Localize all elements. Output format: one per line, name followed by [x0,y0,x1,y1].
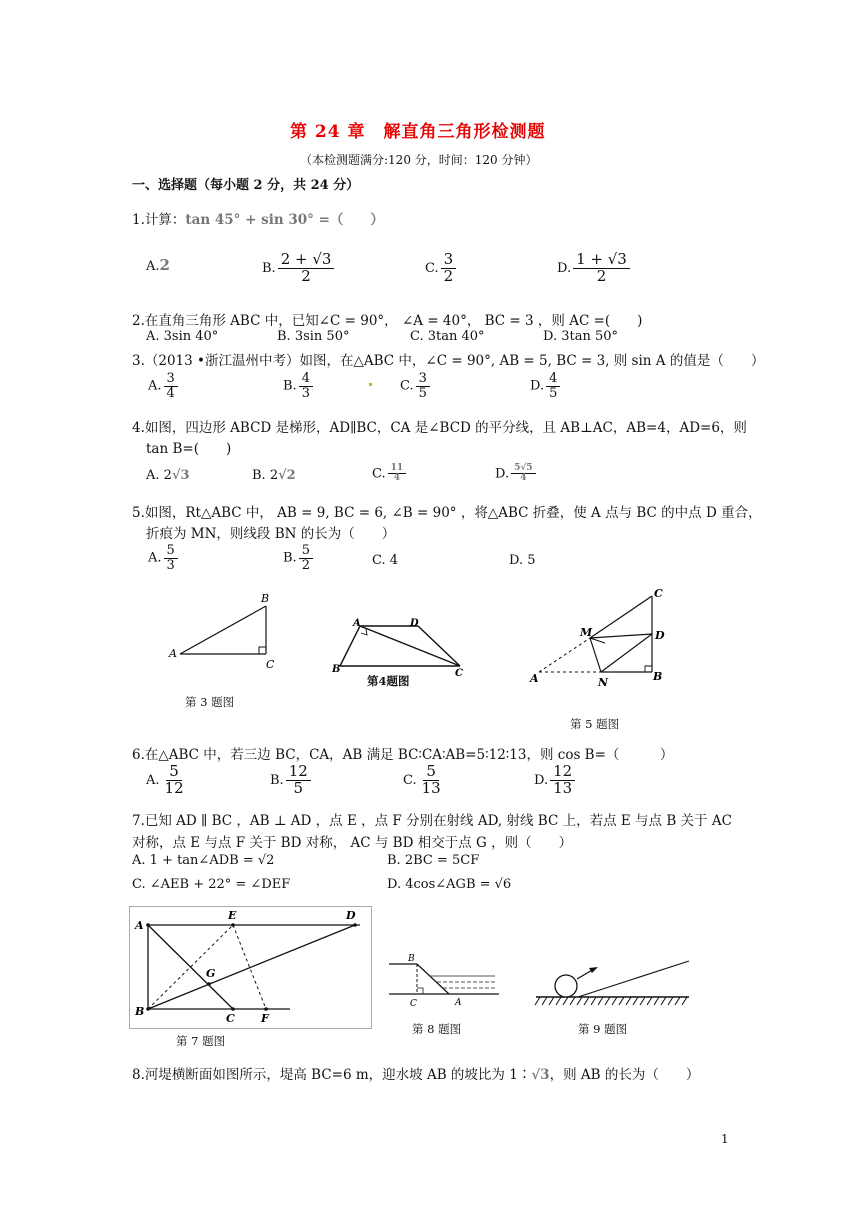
option-fraction [388,464,407,484]
figure-5-caption: 第 5 题图 [570,717,620,731]
question-7-stem-line-2: 对称，点 E 与点 F 关于 BD 对称， AC 与 BD 相交于点 G ，则（ ） [132,835,573,851]
question-7-stem-line-1: 7.已知 AD ∥ BC ，AB ⊥ AD ，点 E ，点 F 分别在射线 AD, 射线 BC 上，若点 E 与点 B 关于 AC [132,813,732,829]
fraction-numerator: 5√5 [511,464,535,474]
question-5-option-a [148,544,178,572]
fraction-denominator: 3 [301,385,310,401]
option-fraction [164,372,178,400]
fraction-numerator: 4 [299,372,313,387]
fraction-numerator: 5 [423,764,439,781]
option-label: B. [283,378,297,394]
page-subtitle: （本检测题满分:120 分，时间：120 分钟） [300,153,538,167]
option-fraction [546,372,560,400]
fraction-denominator: 2 [301,266,311,285]
option-fraction [278,252,335,285]
page-number: 1 [721,1132,729,1146]
fraction-denominator: 5 [293,778,303,797]
fig4-label-a: A [353,618,361,629]
option-fraction [511,464,535,484]
question-7-option-d: D. 4cos∠AGB = √6 [387,877,512,892]
question-4-option-c [372,464,406,484]
option-fraction [573,252,630,285]
option-fraction [416,372,430,400]
question-1-option-c [425,252,456,285]
question-3-option-a [148,372,178,400]
question-2-option-c: C. 3tan 40° [410,329,485,344]
fig4-label-b: B [332,664,341,675]
fig7-label-a: A [135,919,144,932]
fig3-label-b: B [261,592,270,605]
option-fraction [164,544,178,572]
figure-7 [129,906,372,1029]
question-8-root: √3 [531,1067,550,1083]
fig7-label-f: F [261,1012,269,1025]
question-6-stem: 6.在△ABC 中，若三边 BC，CA，AB 满足 BC∶CA∶AB=5∶12∶13，则 cos B=（ ） [132,747,674,763]
question-1-option-b [262,252,334,285]
fraction-numerator: 12 [550,764,575,781]
option-label: B. 2 [252,468,279,483]
fraction-denominator: 4 [520,473,527,484]
fraction-numerator: 3 [441,252,457,269]
question-2-option-a: A. 3sin 40° [146,329,219,344]
question-1-stem [132,208,384,228]
question-5-option-d: D. 5 [509,553,536,568]
figure-3 [160,588,285,676]
question-6-option-c [403,764,444,797]
option-fraction [550,764,575,797]
fraction-numerator: 3 [164,372,178,387]
option-label: A. [146,772,160,788]
option-value: √3 [171,468,190,483]
question-3-option-c [400,372,430,400]
question-8-suffix: ，则 AB 的长为（ ） [549,1067,700,1083]
question-2-option-b: B. 3sin 50° [277,329,350,344]
question-6-option-a [146,764,187,797]
option-label: A. [146,259,160,274]
option-label: A. [148,550,162,566]
option-fraction [299,544,313,572]
question-2-stem: 2.在直角三角形 ABC 中，已知∠C = 90°， ∠A = 40°， BC = 3 ，则 AC =( ) [132,313,643,329]
page-title: 第 24 章 解直角三角形检测题 [290,122,546,142]
option-value: √2 [278,468,296,483]
fraction-numerator: 4 [546,372,560,387]
question-7-option-b: B. 2BC = 5CF [387,853,480,868]
fig7-label-c: C [226,1012,235,1025]
fig7-label-e: E [228,909,237,922]
fig4-label-d: D [410,618,419,629]
fig7-label-g: G [206,967,216,980]
option-label: B. [262,260,276,276]
option-fraction [441,252,457,285]
option-label: C. [400,378,414,394]
fig5-label-b: B [653,670,663,683]
option-label: D. [534,772,549,788]
fig8-label-b: B [408,954,415,964]
stray-dot [369,383,372,386]
fig8-label-a: A [455,998,462,1008]
question-1-prefix: 1.计算： [132,212,186,228]
figure-8-caption: 第 8 题图 [412,1022,462,1036]
fraction-denominator: 13 [421,778,441,797]
question-4-option-d [495,464,536,484]
figure-9-caption: 第 9 题图 [578,1022,628,1036]
fraction-numerator: 5 [164,544,178,559]
fraction-numerator: 12 [286,764,311,781]
fraction-numerator: 1 + √3 [573,252,630,269]
option-label: B. [270,772,284,788]
fraction-denominator: 4 [166,385,175,401]
option-label: D. [530,378,545,394]
option-fraction [286,764,311,797]
question-1-option-a [146,256,170,274]
option-label: C. [425,260,439,276]
figure-7-caption: 第 7 题图 [176,1034,226,1048]
fraction-denominator: 2 [301,557,310,573]
fig5-label-a: A [530,672,539,685]
question-4-stem-line-2: tan B=( ) [146,441,232,457]
fig5-label-m: M [580,626,593,639]
fig4-label-c: C [455,668,463,679]
question-2-option-d: D. 3tan 50° [543,329,619,344]
option-label: A. [148,378,162,394]
question-5-option-c: C. 4 [372,553,399,568]
fraction-numerator: 5 [299,544,313,559]
question-5-stem-line-2: 折痕为 MN，则线段 BN 的长为（ ） [146,526,396,542]
section-heading: 一、选择题（每小题 2 分，共 24 分） [132,178,360,193]
fig7-label-b: B [135,1005,145,1018]
question-3-option-b [283,372,313,400]
fig5-label-n: N [598,676,609,689]
question-5-stem-line-1: 5.如图，Rt△ABC 中， AB = 9, BC = 6, ∠B = 90° ，将△ABC 折叠，使 A 点与 BC 的中点 D 重合， [132,505,762,521]
question-7-option-a: A. 1 + tan∠ADB = √2 [132,853,275,868]
question-1-option-d [557,252,630,285]
option-fraction [299,372,313,400]
option-label: C. [403,772,417,788]
option-label: D. [495,466,510,482]
question-6-option-d [534,764,575,797]
fig5-label-c: C [654,587,663,600]
question-7-option-c: C. ∠AEB + 22° = ∠DEF [132,877,291,892]
fraction-numerator: 2 + √3 [278,252,335,269]
fig5-label-d: D [655,629,665,642]
figure-4-caption: 第4题图 [367,674,410,688]
option-label: B. [283,550,297,566]
fraction-denominator: 5 [549,385,558,401]
figure-5 [525,582,675,692]
fraction-denominator: 2 [443,266,454,285]
fraction-numerator: 3 [416,372,430,387]
fig8-label-c: C [410,999,417,1009]
question-1-expression: tan 45° + sin 30° =（ ） [185,212,384,228]
figure-9 [534,955,694,1017]
option-value: 2 [159,256,170,274]
figure-3-caption: 第 3 题图 [185,695,235,709]
question-3-option-d [530,372,560,400]
question-4-option-b [252,468,296,483]
fig3-label-c: C [266,658,275,671]
question-6-option-b [270,764,311,797]
fraction-denominator: 4 [393,473,401,484]
fraction-denominator: 13 [553,778,573,797]
question-8-prefix: 8.河堤横断面如图所示，堤高 BC=6 m，迎水坡 AB 的坡比为 1∶ [132,1067,532,1083]
option-label: A. 2 [146,468,172,483]
question-4-stem-line-1: 4.如图，四边形 ABCD 是梯形，AD∥BC，CA 是∠BCD 的平分线，且 AB⊥AC，AB=4，AD=6，则 [132,420,747,436]
fraction-denominator: 3 [166,557,175,573]
question-5-option-b [283,544,313,572]
fraction-numerator: 5 [166,764,182,781]
fraction-denominator: 5 [418,385,427,401]
fig3-label-a: A [169,647,177,660]
question-8-stem [132,1063,699,1083]
option-fraction [419,764,444,797]
fraction-numerator: 11 [388,464,407,474]
option-label: D. [557,260,572,276]
fraction-denominator: 12 [164,778,184,797]
option-fraction [162,764,187,797]
option-label: C. [372,466,386,482]
figure-8 [387,952,502,1014]
fraction-denominator: 2 [596,266,607,285]
question-4-option-a [146,468,190,483]
fig7-label-d: D [346,909,356,922]
question-3-stem: 3.（2013 •浙江温州中考）如图，在△ABC 中，∠C = 90°, AB = 5, BC = 3, 则 sin A 的值是（ ） [132,353,765,369]
